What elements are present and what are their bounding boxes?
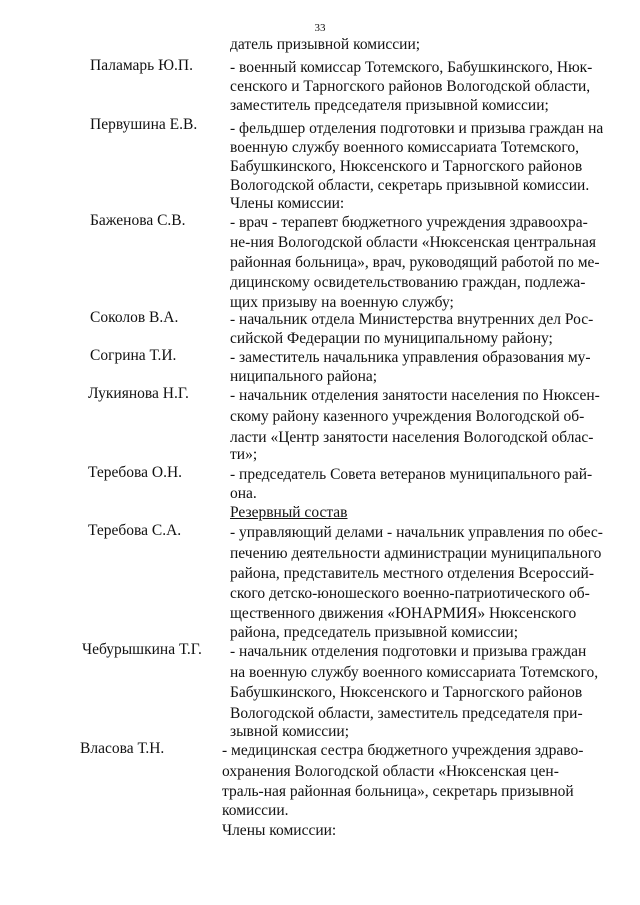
- text-line: ского детско-юношеского военно-патриотического об-: [230, 585, 590, 602]
- text-line: охранения Вологодской области «Нюксенская цен-: [222, 763, 559, 780]
- text-line: - медицинская сестра бюджетного учреждения здраво-: [222, 742, 584, 759]
- text-line: датель призывной комиссии;: [230, 36, 421, 53]
- text-line: зывной комиссии;: [230, 723, 350, 740]
- text-line: щих призыву на военную службу;: [230, 294, 454, 311]
- text-line: - врач - терапевт бюджетного учреждения здравоохра-: [230, 214, 588, 231]
- member-name: Паламарь Ю.П.: [90, 57, 193, 74]
- member-name: Теребова О.Н.: [88, 464, 183, 481]
- text-line: районная больница», врач, руководящий работой по ме-: [230, 254, 600, 271]
- member-name: Чебурышкина Т.Г.: [82, 641, 202, 658]
- text-line: - управляющий делами - начальник управления по обес-: [230, 524, 603, 541]
- text-line: не-ния Вологодской области «Нюксенская центральная: [230, 234, 596, 251]
- text-line: района, представитель местного отделения Всероссий-: [230, 565, 595, 582]
- text-line: сенского и Тарногского районов Вологодской области,: [230, 78, 591, 95]
- page-number: 33: [314, 22, 326, 34]
- text-line: Вологодской области, заместитель председателя при-: [230, 705, 583, 722]
- section-heading-reserve: Резервный состав: [230, 504, 348, 521]
- member-name: Согрина Т.И.: [90, 347, 177, 364]
- member-name: Баженова С.В.: [90, 212, 186, 229]
- text-line: - начальник отдела Министерства внутренних дел Рос-: [230, 311, 594, 328]
- text-line: - фельдшер отделения подготовки и призыва граждан на: [230, 120, 604, 137]
- text-line: Бабушкинского, Нюксенского и Тарногского районов: [230, 684, 583, 701]
- text-line: заместитель председателя призывной комиссии;: [230, 97, 549, 114]
- text-line: ласти «Центр занятости населения Вологодской облас-: [230, 429, 594, 446]
- member-name: Лукиянова Н.Г.: [88, 385, 189, 402]
- text-line: - военный комиссар Тотемского, Бабушкинского, Нюк-: [230, 59, 593, 76]
- text-line: Бабушкинского, Нюксенского и Тарногского районов: [230, 158, 583, 175]
- text-line: ти»;: [230, 446, 258, 463]
- member-name: Соколов В.А.: [90, 309, 179, 326]
- section-heading-members: Члены комиссии:: [230, 195, 345, 212]
- text-line: - начальник отделения занятости населения по Нюксен-: [230, 387, 600, 404]
- text-line: района, председатель призывной комиссии;: [230, 624, 519, 641]
- text-line: Вологодской области, секретарь призывной комиссии.: [230, 177, 590, 194]
- text-line: дицинскому освидетельствованию граждан, подлежа-: [230, 274, 586, 291]
- section-heading-members: Члены комиссии:: [222, 822, 337, 839]
- text-line: ниципального района;: [230, 368, 378, 385]
- text-line: скому району казенного учреждения Вологодской об-: [230, 408, 585, 425]
- text-line: - начальник отделения подготовки и призыва граждан: [230, 643, 587, 660]
- text-line: печению деятельности администрации муниципального: [230, 545, 602, 562]
- text-line: сийской Федерации по муниципальному району;: [230, 330, 553, 347]
- member-name: Теребова С.А.: [88, 522, 182, 539]
- text-line: - заместитель начальника управления образования му-: [230, 349, 591, 366]
- text-line: щественного движения «ЮНАРМИЯ» Нюксенского: [230, 605, 577, 622]
- text-line: на военную службу военного комиссариата Тотемского,: [230, 664, 599, 681]
- text-line: военную службу военного комиссариата Тотемского,: [230, 139, 580, 156]
- member-name: Первушина Е.В.: [90, 116, 198, 133]
- member-name: Власова Т.Н.: [80, 740, 165, 757]
- text-line: - председатель Совета ветеранов муниципального рай-: [230, 466, 593, 483]
- text-line: комиссии.: [222, 802, 289, 819]
- text-line: она.: [230, 485, 257, 502]
- text-line: траль-ная районная больница», секретарь призывной: [222, 783, 574, 800]
